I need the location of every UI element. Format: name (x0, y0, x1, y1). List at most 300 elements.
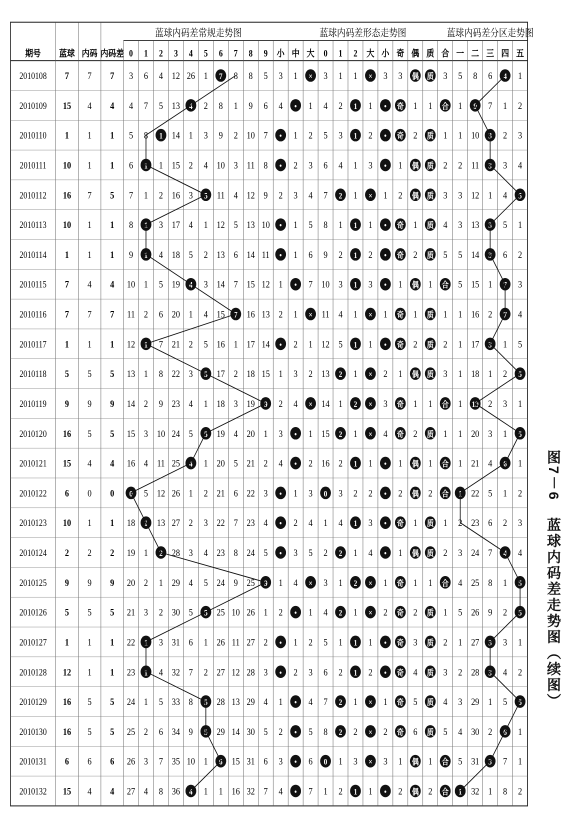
cell-text: 4 (110, 279, 115, 290)
cell-text: 2010111 (19, 159, 47, 171)
hit-marker-label: 3 (488, 757, 492, 767)
cell-text: 2 (188, 159, 193, 171)
hit-marker-label: 0 (129, 488, 133, 499)
cell-text: 4 (158, 249, 164, 261)
cell-text: 2 (503, 368, 508, 380)
cell-text: 2 (368, 666, 373, 678)
cell-text: 8 (323, 219, 328, 231)
cell-text: 7 (263, 130, 268, 141)
hit-marker-label: • (384, 667, 387, 678)
hit-marker-label: 质 (426, 161, 434, 171)
cell-text: 1 (368, 219, 373, 231)
cell-text: 4 (143, 458, 149, 469)
cell-text: 15 (471, 279, 480, 290)
cell-text: 9 (218, 130, 223, 141)
cell-text: 15 (321, 428, 330, 439)
cell-text: 29 (246, 696, 255, 708)
cell-text: 4 (203, 159, 208, 171)
hit-marker-label: 1 (458, 787, 462, 797)
cell-text: 1 (428, 279, 433, 290)
cell-text: 14 (231, 726, 240, 738)
cell-text: 1 (308, 428, 313, 439)
cell-text: 4 (368, 547, 373, 559)
cell-text: 1 (398, 458, 403, 469)
hit-marker-label: 奇 (396, 727, 404, 738)
cell-text: 5 (87, 696, 92, 708)
cell-text: 2 (353, 726, 358, 738)
cell-text: 23 (216, 547, 225, 559)
cell-text: 1 (203, 756, 208, 767)
cell-text: 3 (323, 70, 328, 82)
cell-text: 2010129 (19, 696, 47, 708)
cell-text: 7 (158, 756, 164, 767)
cell-text: 19 (246, 398, 255, 410)
cell-text: 3 (353, 756, 358, 767)
cell-text: 13 (126, 368, 136, 380)
hit-marker-label: 2 (338, 429, 343, 439)
cell-text: 1 (518, 458, 523, 469)
cell-text: 3 (458, 189, 463, 201)
cell-text: 15 (231, 756, 240, 767)
hit-marker-label: 2 (338, 369, 343, 380)
cell-text: 5 (110, 696, 115, 708)
hit-marker-label: • (384, 787, 387, 797)
cell-text: 3 (308, 487, 313, 499)
cell-text: 1 (428, 398, 433, 410)
cell-text: 1 (458, 130, 463, 141)
hit-marker-label: 偶 (411, 757, 419, 767)
hit-marker-label: • (384, 131, 387, 141)
hit-marker-label: 2 (353, 578, 358, 588)
cell-text: 1 (110, 249, 115, 261)
cell-text: 1 (87, 219, 92, 231)
cell-text: 10 (261, 219, 270, 231)
hit-marker-label: × (368, 578, 373, 588)
cell-text: 16 (246, 308, 255, 320)
hit-marker-label: × (368, 71, 373, 82)
cell-text: 2010112 (19, 189, 47, 201)
cell-text: 2010117 (19, 338, 47, 350)
cell-text: 3 (233, 159, 238, 171)
hit-marker-label: • (294, 727, 297, 738)
cell-text: 5 (458, 70, 463, 82)
cell-text: 4 (503, 189, 508, 201)
cell-text: 1 (443, 428, 448, 439)
hit-marker-label: • (384, 161, 387, 171)
cell-text: 1 (458, 458, 463, 469)
cell-text: 9 (248, 100, 253, 112)
hit-marker-label: 偶 (411, 787, 419, 797)
hit-marker-label: 5 (204, 608, 208, 618)
column-header: 7 (233, 48, 238, 59)
cell-text: 9 (188, 726, 193, 738)
cell-text: 32 (471, 785, 480, 797)
hit-marker-label: 6 (503, 459, 507, 469)
cell-text: 3 (518, 130, 523, 141)
cell-text: 23 (471, 517, 480, 529)
cell-text: 1 (308, 100, 313, 112)
hit-marker-label: × (368, 727, 373, 738)
cell-text: 3 (338, 487, 343, 499)
cell-text: 2010125 (19, 577, 47, 588)
cell-text: 1 (413, 398, 418, 410)
cell-text: 32 (246, 785, 255, 797)
cell-text: 4 (87, 100, 92, 112)
cell-text: 6 (143, 70, 149, 82)
cell-text: 6 (503, 249, 508, 261)
cell-text: 3 (143, 428, 149, 439)
cell-text: 11 (231, 636, 240, 648)
cell-text: 2010126 (19, 607, 47, 618)
cell-text: 1 (458, 368, 463, 380)
cell-text: 5 (143, 487, 149, 499)
cell-text: 1 (353, 308, 358, 320)
hit-marker-label: 质 (426, 220, 434, 231)
cell-text: 11 (127, 308, 135, 320)
cell-text: 4 (233, 189, 238, 201)
hit-marker-label: 4 (189, 787, 193, 797)
cell-text: 2 (503, 130, 508, 141)
cell-text: 6 (308, 756, 313, 767)
hit-marker-label: 1 (144, 637, 148, 648)
cell-text: 22 (216, 517, 225, 529)
cell-text: 1 (503, 428, 508, 439)
column-header: 蓝球 (59, 48, 75, 59)
cell-text: 3 (338, 279, 343, 290)
cell-text: 34 (171, 726, 181, 738)
hit-marker-label: 偶 (411, 369, 419, 380)
cell-text: 21 (246, 458, 255, 469)
cell-text: 2 (233, 368, 238, 380)
cell-text: 1 (443, 308, 448, 320)
hit-marker-label: • (279, 637, 282, 648)
cell-text: 3 (323, 577, 328, 588)
cell-text: 3 (503, 159, 508, 171)
section-title-shape: 蓝球内码差形态走势图 (319, 28, 407, 40)
cell-text: 11 (156, 458, 165, 469)
cell-text: 9 (110, 398, 115, 410)
cell-text: 3 (188, 189, 193, 201)
hit-marker-label: 3 (488, 667, 492, 678)
cell-text: 5 (64, 368, 70, 380)
hit-marker-label: 5 (204, 697, 208, 708)
cell-text: 16 (171, 189, 181, 201)
cell-text: 2 (188, 338, 193, 350)
hit-marker-label: 奇 (396, 578, 404, 588)
hit-marker-label: 6 (503, 727, 507, 738)
hit-marker-label: • (279, 667, 282, 678)
hit-marker-label: 1 (159, 131, 163, 141)
cell-text: 5 (308, 547, 313, 559)
cell-text: 4 (503, 666, 508, 678)
cell-text: 1 (398, 159, 403, 171)
hit-marker-label: × (368, 310, 373, 320)
cell-text: 5 (263, 726, 268, 738)
cell-text: 2010115 (19, 279, 47, 290)
hit-marker-label: 偶 (411, 161, 419, 171)
cell-text: 4 (143, 785, 149, 797)
cell-text: 7 (64, 279, 70, 290)
hit-marker-label: 奇 (396, 667, 404, 678)
cell-text: 26 (246, 607, 255, 618)
cell-text: 5 (110, 726, 115, 738)
cell-text: 1 (278, 279, 283, 290)
cell-text: 6 (323, 666, 328, 678)
cell-text: 6 (323, 159, 328, 171)
cell-text: 2 (203, 666, 208, 678)
column-header: 0 (323, 48, 328, 59)
cell-text: 19 (171, 279, 181, 290)
hit-marker-label: 1 (458, 488, 462, 499)
hit-marker-label: 1 (353, 101, 358, 112)
cell-text: 13 (471, 219, 480, 231)
hit-marker-label: 3 (488, 161, 492, 171)
cell-text: 5 (64, 607, 70, 618)
hit-marker-label: 合 (441, 280, 449, 290)
cell-text: 16 (62, 428, 72, 439)
cell-text: 2 (488, 308, 493, 320)
hit-marker-label: • (384, 488, 387, 499)
cell-text: 1 (338, 398, 343, 410)
cell-text: 7 (488, 547, 493, 559)
cell-text: 4 (338, 159, 343, 171)
cell-text: 4 (518, 547, 523, 559)
cell-text: 3 (308, 666, 313, 678)
cell-text: 1 (110, 338, 115, 350)
cell-text: 1 (323, 517, 328, 529)
cell-text: 9 (64, 577, 70, 588)
hit-marker-label: 2 (338, 608, 343, 618)
cell-text: 4 (488, 458, 493, 469)
cell-text: 7 (308, 785, 313, 797)
hit-marker-label: 质 (426, 310, 434, 320)
cell-text: 1 (398, 279, 403, 290)
cell-text: 8 (263, 159, 268, 171)
cell-text: 3 (443, 368, 448, 380)
cell-text: 3 (443, 70, 448, 82)
hit-marker-label: 1 (353, 787, 358, 797)
cell-text: 2 (368, 249, 373, 261)
hit-marker-label: 1 (144, 667, 148, 678)
cell-text: 2 (503, 607, 508, 618)
cell-text: 8 (488, 577, 493, 588)
column-header: 4 (188, 48, 193, 59)
cell-text: 25 (171, 458, 181, 469)
cell-text: 1 (293, 636, 298, 648)
cell-text: 1 (278, 368, 283, 380)
cell-text: 4 (263, 696, 268, 708)
cell-text: 8 (158, 368, 164, 380)
hit-marker-label: • (294, 697, 297, 708)
cell-text: 2 (458, 517, 463, 529)
cell-text: 7 (503, 756, 508, 767)
column-header: 大 (306, 48, 315, 59)
hit-marker-label: 1 (353, 280, 358, 290)
hit-marker-label: 合 (441, 101, 449, 112)
hit-marker-label: 5 (518, 578, 522, 588)
cell-text: 29 (471, 696, 480, 708)
hit-marker-label: 质 (426, 727, 434, 738)
cell-text: 2 (443, 338, 448, 350)
cell-text: 16 (126, 458, 136, 469)
hit-marker-label: 奇 (396, 101, 404, 112)
cell-text: 18 (471, 368, 480, 380)
hit-marker-label: • (384, 548, 387, 559)
cell-text: 1 (323, 785, 328, 797)
column-header: 6 (218, 48, 223, 59)
cell-text: 16 (62, 696, 72, 708)
cell-text: 8 (248, 70, 253, 82)
cell-text: 2 (323, 547, 328, 559)
column-header: 内码 (81, 48, 98, 59)
cell-text: 23 (126, 666, 136, 678)
cell-text: 12 (126, 338, 136, 350)
cell-text: 5 (458, 756, 463, 767)
cell-text: 10 (321, 279, 330, 290)
cell-text: 12 (471, 189, 480, 201)
cell-text: 1 (518, 219, 523, 231)
cell-text: 5 (323, 130, 328, 141)
cell-text: 2 (203, 487, 208, 499)
cell-text: 26 (126, 756, 136, 767)
cell-text: 10 (62, 159, 72, 171)
hit-marker-label: 奇 (396, 518, 404, 529)
cell-text: 4 (263, 517, 268, 529)
hit-marker-label: • (294, 280, 297, 290)
hit-marker-label: 偶 (411, 190, 419, 201)
cell-text: 5 (233, 219, 238, 231)
cell-text: 2 (87, 547, 92, 559)
cell-text: 1 (308, 338, 313, 350)
cell-text: 3 (338, 130, 343, 141)
cell-text: 21 (126, 607, 136, 618)
cell-text: 6 (263, 100, 268, 112)
cell-text: 22 (171, 368, 181, 380)
cell-text: 3 (383, 70, 388, 82)
hit-marker-label: 偶 (411, 280, 419, 290)
cell-text: 13 (156, 517, 166, 529)
hit-marker-label: 偶 (411, 459, 419, 469)
cell-text: 10 (156, 428, 166, 439)
cell-text: 2 (368, 487, 373, 499)
cell-text: 5 (110, 368, 115, 380)
hit-marker-label: 质 (426, 608, 434, 618)
cell-text: 3 (293, 547, 298, 559)
cell-text: 5 (413, 696, 418, 708)
cell-text: 7 (87, 70, 92, 82)
cell-text: 1 (278, 696, 283, 708)
cell-text: 10 (471, 130, 480, 141)
cell-text: 4 (338, 517, 343, 529)
cell-text: 1 (110, 517, 115, 529)
cell-text: 7 (488, 100, 493, 112)
cell-text: 6 (64, 756, 70, 767)
cell-text: 3 (188, 547, 193, 559)
cell-text: 1 (353, 189, 358, 201)
cell-text: 1 (143, 547, 149, 559)
cell-text: 2 (308, 458, 313, 469)
cell-text: 2 (233, 130, 238, 141)
cell-text: 10 (62, 219, 72, 231)
cell-text: 3 (158, 219, 164, 231)
cell-text: 4 (308, 517, 313, 529)
cell-text: 12 (216, 219, 225, 231)
cell-text: 13 (231, 696, 240, 708)
cell-text: 16 (321, 458, 330, 469)
cell-text: 18 (246, 368, 255, 380)
cell-text: 2 (203, 249, 208, 261)
cell-text: 16 (471, 308, 480, 320)
cell-text: 1 (368, 338, 373, 350)
column-header: 期号 (25, 48, 41, 59)
cell-text: 3 (443, 189, 448, 201)
cell-text: 1 (64, 130, 70, 141)
cell-text: 1 (353, 70, 358, 82)
cell-text: 2010116 (19, 308, 47, 320)
cell-text: 3 (503, 636, 508, 648)
cell-text: 2 (518, 487, 523, 499)
cell-text: 2 (443, 159, 448, 171)
hit-marker-label: • (294, 429, 297, 439)
hit-marker-label: 合 (441, 488, 449, 499)
cell-text: 1 (158, 577, 164, 588)
cell-text: 7 (158, 338, 164, 350)
cell-text: 1 (383, 189, 388, 201)
cell-text: 2010127 (19, 636, 47, 648)
hit-marker-label: 1 (353, 637, 358, 648)
column-header: 二 (471, 48, 480, 59)
hit-marker-label: 质 (426, 429, 434, 439)
cell-text: 4 (278, 100, 283, 112)
cell-text: 1 (263, 607, 268, 618)
hit-marker-label: 7 (503, 280, 507, 290)
cell-text: 1 (518, 726, 523, 738)
hit-marker-label: 2 (338, 727, 343, 738)
cell-text: 5 (308, 726, 313, 738)
cell-text: 7 (233, 279, 238, 290)
cell-text: 1 (413, 308, 418, 320)
cell-text: 8 (323, 726, 328, 738)
cell-text: 7 (263, 785, 268, 797)
cell-text: 2 (110, 547, 115, 559)
hit-marker-label: 4 (189, 101, 193, 112)
cell-text: 5 (503, 696, 508, 708)
cell-text: 2010128 (19, 666, 47, 678)
cell-text: 4 (233, 428, 238, 439)
cell-text: 1 (488, 785, 493, 797)
hit-marker-label: • (384, 220, 387, 231)
cell-text: 8 (158, 785, 164, 797)
cell-text: 5 (458, 279, 463, 290)
cell-text: 1 (458, 338, 463, 350)
cell-text: 7 (64, 308, 70, 320)
hit-marker-label: 奇 (396, 608, 404, 618)
hit-marker-label: 6 (219, 757, 223, 767)
cell-text: 30 (471, 726, 480, 738)
cell-text: 1 (338, 219, 343, 231)
cell-text: 1 (293, 219, 298, 231)
cell-text: 28 (246, 666, 255, 678)
hit-marker-label: • (279, 339, 282, 350)
cell-text: 20 (471, 428, 480, 439)
cell-text: 10 (246, 130, 255, 141)
cell-text: 31 (471, 756, 480, 767)
cell-text: 3 (143, 607, 149, 618)
hit-marker-label: • (384, 339, 387, 350)
column-header: 8 (248, 48, 253, 59)
cell-text: 3 (368, 517, 373, 529)
cell-text: 4 (188, 219, 193, 231)
